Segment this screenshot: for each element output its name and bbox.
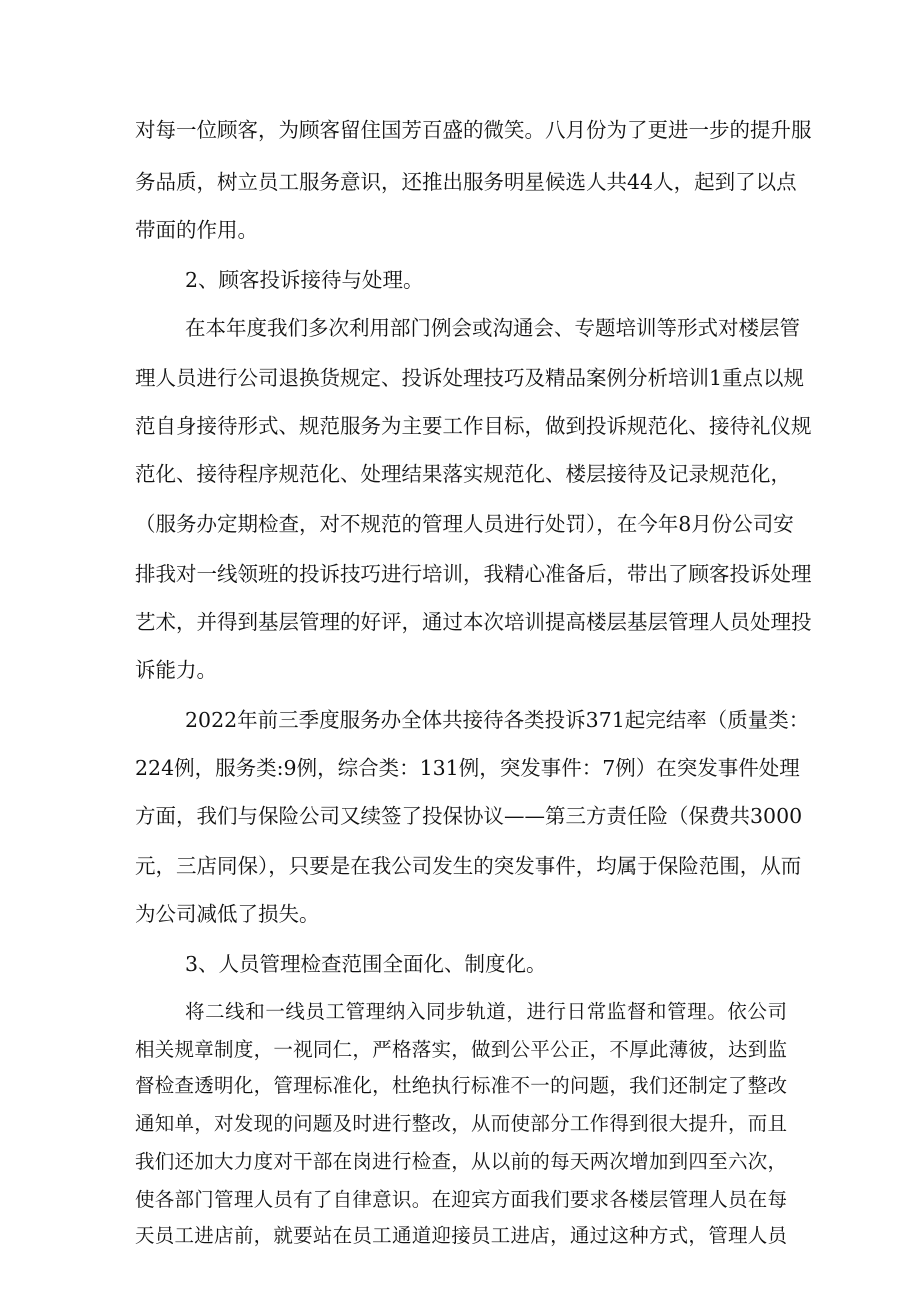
paragraph-line: 在本年度我们多次利用部门例会或沟通会、专题培训等形式对楼层管: [185, 316, 800, 340]
paragraph-line: 对每一位顾客，为顾客留住国芳百盛的微笑。八月份为了更进一步的提升服: [135, 118, 812, 142]
paragraph-line: 相关规章制度，一视同仁，严格落实，做到公平公正，不厚此薄彼，达到监: [135, 1038, 787, 1061]
section-heading: 2、顾客投诉接待与处理。: [185, 268, 424, 292]
paragraph-line: 艺术，并得到基层管理的好评，通过本次培训提高楼层基层管理人员处理投: [135, 610, 812, 634]
paragraph-line: 天员工进店前，就要站在员工通道迎接员工进店，通过这种方式，管理人员: [135, 1224, 787, 1247]
paragraph-line: 带面的作用。: [135, 218, 258, 242]
paragraph-line: 224例，服务类:9例，综合类：131例，突发事件：7例）在突发事件处理: [135, 756, 800, 780]
paragraph-line: 元，三店同保），只要是在我公司发生的突发事件，均属于保险范围，从而: [135, 854, 802, 878]
paragraph-line: 务品质，树立员工服务意识，还推出服务明星候选人共44人，起到了以点: [135, 170, 797, 194]
paragraph-line: （服务办定期检查，对不规范的管理人员进行处罚），在今年8月份公司安: [135, 512, 794, 536]
paragraph-line: 督检查透明化，管理标准化，杜绝执行标准不一的问题，我们还制定了整改: [135, 1074, 787, 1097]
paragraph-line: 范自身接待形式、规范服务为主要工作目标，做到投诉规范化、接待礼仪规: [135, 414, 812, 438]
paragraph-line: 诉能力。: [135, 658, 217, 682]
paragraph-line: 为公司减低了损失。: [135, 902, 320, 926]
paragraph-line: 我们还加大力度对干部在岗进行检查，从以前的每天两次增加到四至六次，: [135, 1150, 787, 1173]
section-heading: 3、人员管理检查范围全面化、制度化。: [185, 952, 547, 976]
paragraph-line: 2022年前三季度服务办全体共接待各类投诉371起完结率（质量类：: [185, 708, 810, 732]
paragraph-line: 将二线和一线员工管理纳入同步轨道，进行日常监督和管理。依公司: [185, 1000, 787, 1023]
paragraph-line: 范化、接待程序规范化、处理结果落实规范化、楼层接待及记录规范化，: [135, 462, 791, 486]
paragraph-line: 通知单，对发现的问题及时进行整改，从而使部分工作得到很大提升，而且: [135, 1112, 787, 1135]
paragraph-line: 排我对一线领班的投诉技巧进行培训，我精心准备后，带出了顾客投诉处理: [135, 562, 812, 586]
paragraph-line: 方面，我们与保险公司又续签了投保协议——第三方责任险（保费共3000: [135, 804, 803, 828]
paragraph-line: 使各部门管理人员有了自律意识。在迎宾方面我们要求各楼层管理人员在每: [135, 1188, 787, 1211]
paragraph-line: 理人员进行公司退换货规定、投诉处理技巧及精品案例分析培训1重点以规: [135, 366, 805, 390]
